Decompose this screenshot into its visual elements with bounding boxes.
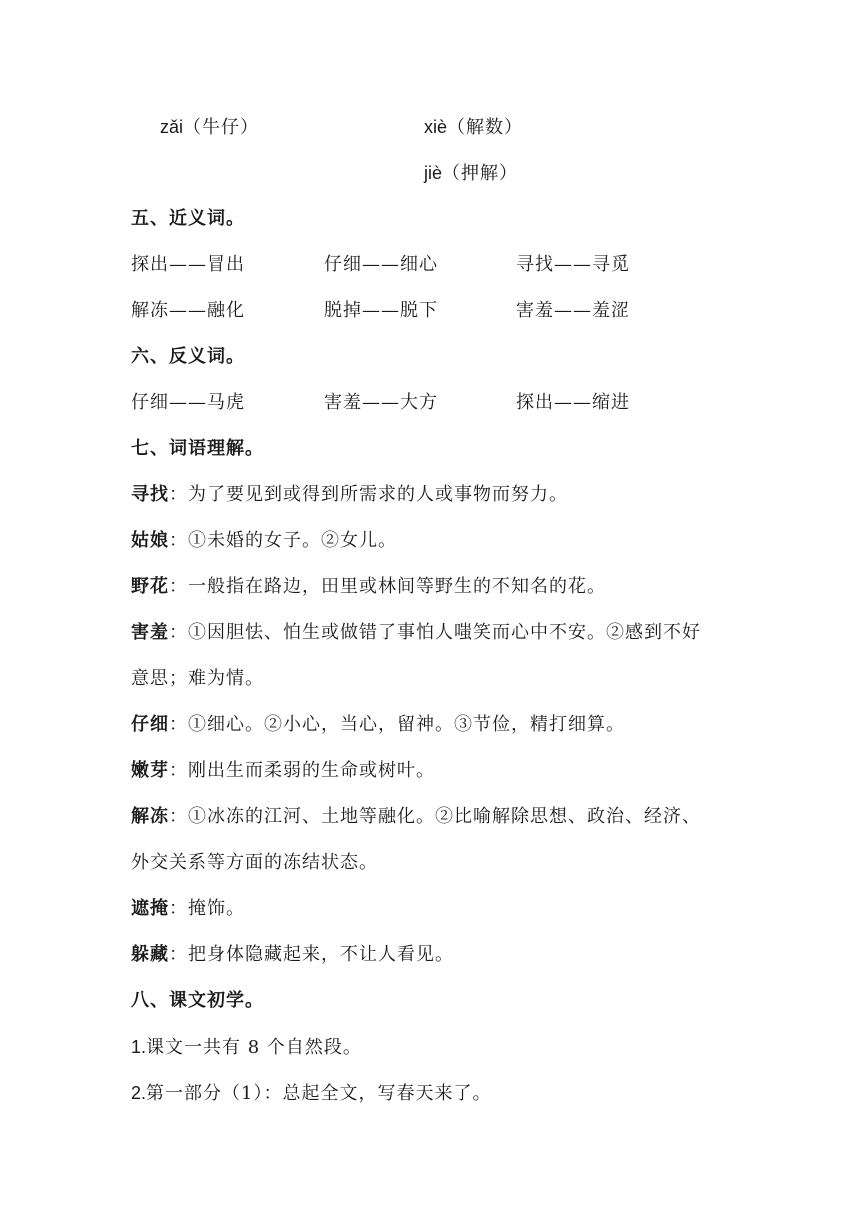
pinyin-word: （解数） (447, 117, 524, 138)
definition-term: 解冻 (131, 806, 169, 827)
definition-term: 嫩芽 (131, 760, 169, 781)
definition-item (131, 574, 606, 600)
definition-item (131, 712, 625, 738)
definition-text: ：掩饰。 (169, 898, 245, 919)
pinyin-text: jiè (424, 163, 443, 183)
definition-text: ：一般指在路边，田里或林间等野生的不知名的花。 (169, 576, 606, 597)
definition-text: ：①未婚的女子。②女儿。 (169, 530, 397, 551)
section-heading-antonyms: 六、反义词。 (131, 346, 245, 367)
study-line-number: 1. (131, 1037, 147, 1057)
section-heading-synonyms: 五、近义词。 (131, 208, 245, 229)
pinyin-xie (424, 114, 523, 141)
definition-item (131, 620, 701, 646)
section-heading-word-meaning: 七、词语理解。 (131, 438, 264, 459)
definition-text: ：①因胆怯、怕生或做错了事怕人嗤笑而心中不安。②感到不好 (169, 622, 701, 643)
definition-item (131, 942, 454, 968)
definition-item (131, 758, 435, 784)
definition-text: ：刚出生而柔弱的生命或树叶。 (169, 760, 435, 781)
pinyin-text: zǎi (160, 117, 184, 137)
antonym-pair: 害羞——大方 (324, 392, 438, 413)
pinyin-zai (160, 114, 259, 141)
definition-item (131, 528, 397, 554)
definition-text: ：①冰冻的江河、土地等融化。②比喻解除思想、政治、经济、 (169, 806, 701, 827)
definition-term: 仔细 (131, 714, 169, 735)
pinyin-word: （牛仔） (183, 117, 260, 138)
definition-text: ：①细心。②小心，当心，留神。③节俭，精打细算。 (169, 714, 625, 735)
study-line (131, 1080, 491, 1107)
definition-term: 寻找 (131, 484, 169, 505)
definition-continuation: 意思；难为情。 (131, 668, 264, 689)
section-heading-text-study: 八、课文初学。 (131, 990, 264, 1011)
synonym-pair: 脱掉——脱下 (324, 300, 438, 321)
synonym-pair: 解冻——融化 (131, 300, 245, 321)
antonym-pair: 探出——缩进 (516, 392, 630, 413)
synonym-pair: 寻找——寻觅 (516, 254, 630, 275)
definition-text: ：把身体隐藏起来，不让人看见。 (169, 944, 454, 965)
synonym-pair: 害羞——羞涩 (516, 300, 630, 321)
pinyin-jie (424, 160, 518, 187)
definition-term: 野花 (131, 576, 169, 597)
definition-term: 害羞 (131, 622, 169, 643)
synonym-pair: 仔细——细心 (324, 254, 438, 275)
study-line (131, 1034, 362, 1061)
definition-item (131, 482, 568, 508)
study-line-text: 课文一共有 8 个自然段。 (146, 1037, 362, 1058)
definition-term: 遮掩 (131, 898, 169, 919)
antonym-pair: 仔细——马虎 (131, 392, 245, 413)
definition-term: 躲藏 (131, 944, 169, 965)
pinyin-text: xiè (424, 117, 448, 137)
definition-item (131, 804, 701, 830)
study-line-text: 第一部分（1）：总起全文，写春天来了。 (146, 1083, 492, 1104)
definition-item (131, 896, 245, 922)
study-line-number: 2. (131, 1083, 147, 1103)
definition-term: 姑娘 (131, 530, 169, 551)
synonym-pair: 探出——冒出 (131, 254, 245, 275)
definition-text: ：为了要见到或得到所需求的人或事物而努力。 (169, 484, 568, 505)
definition-continuation: 外交关系等方面的冻结状态。 (131, 852, 378, 873)
pinyin-word: （押解） (442, 163, 519, 184)
